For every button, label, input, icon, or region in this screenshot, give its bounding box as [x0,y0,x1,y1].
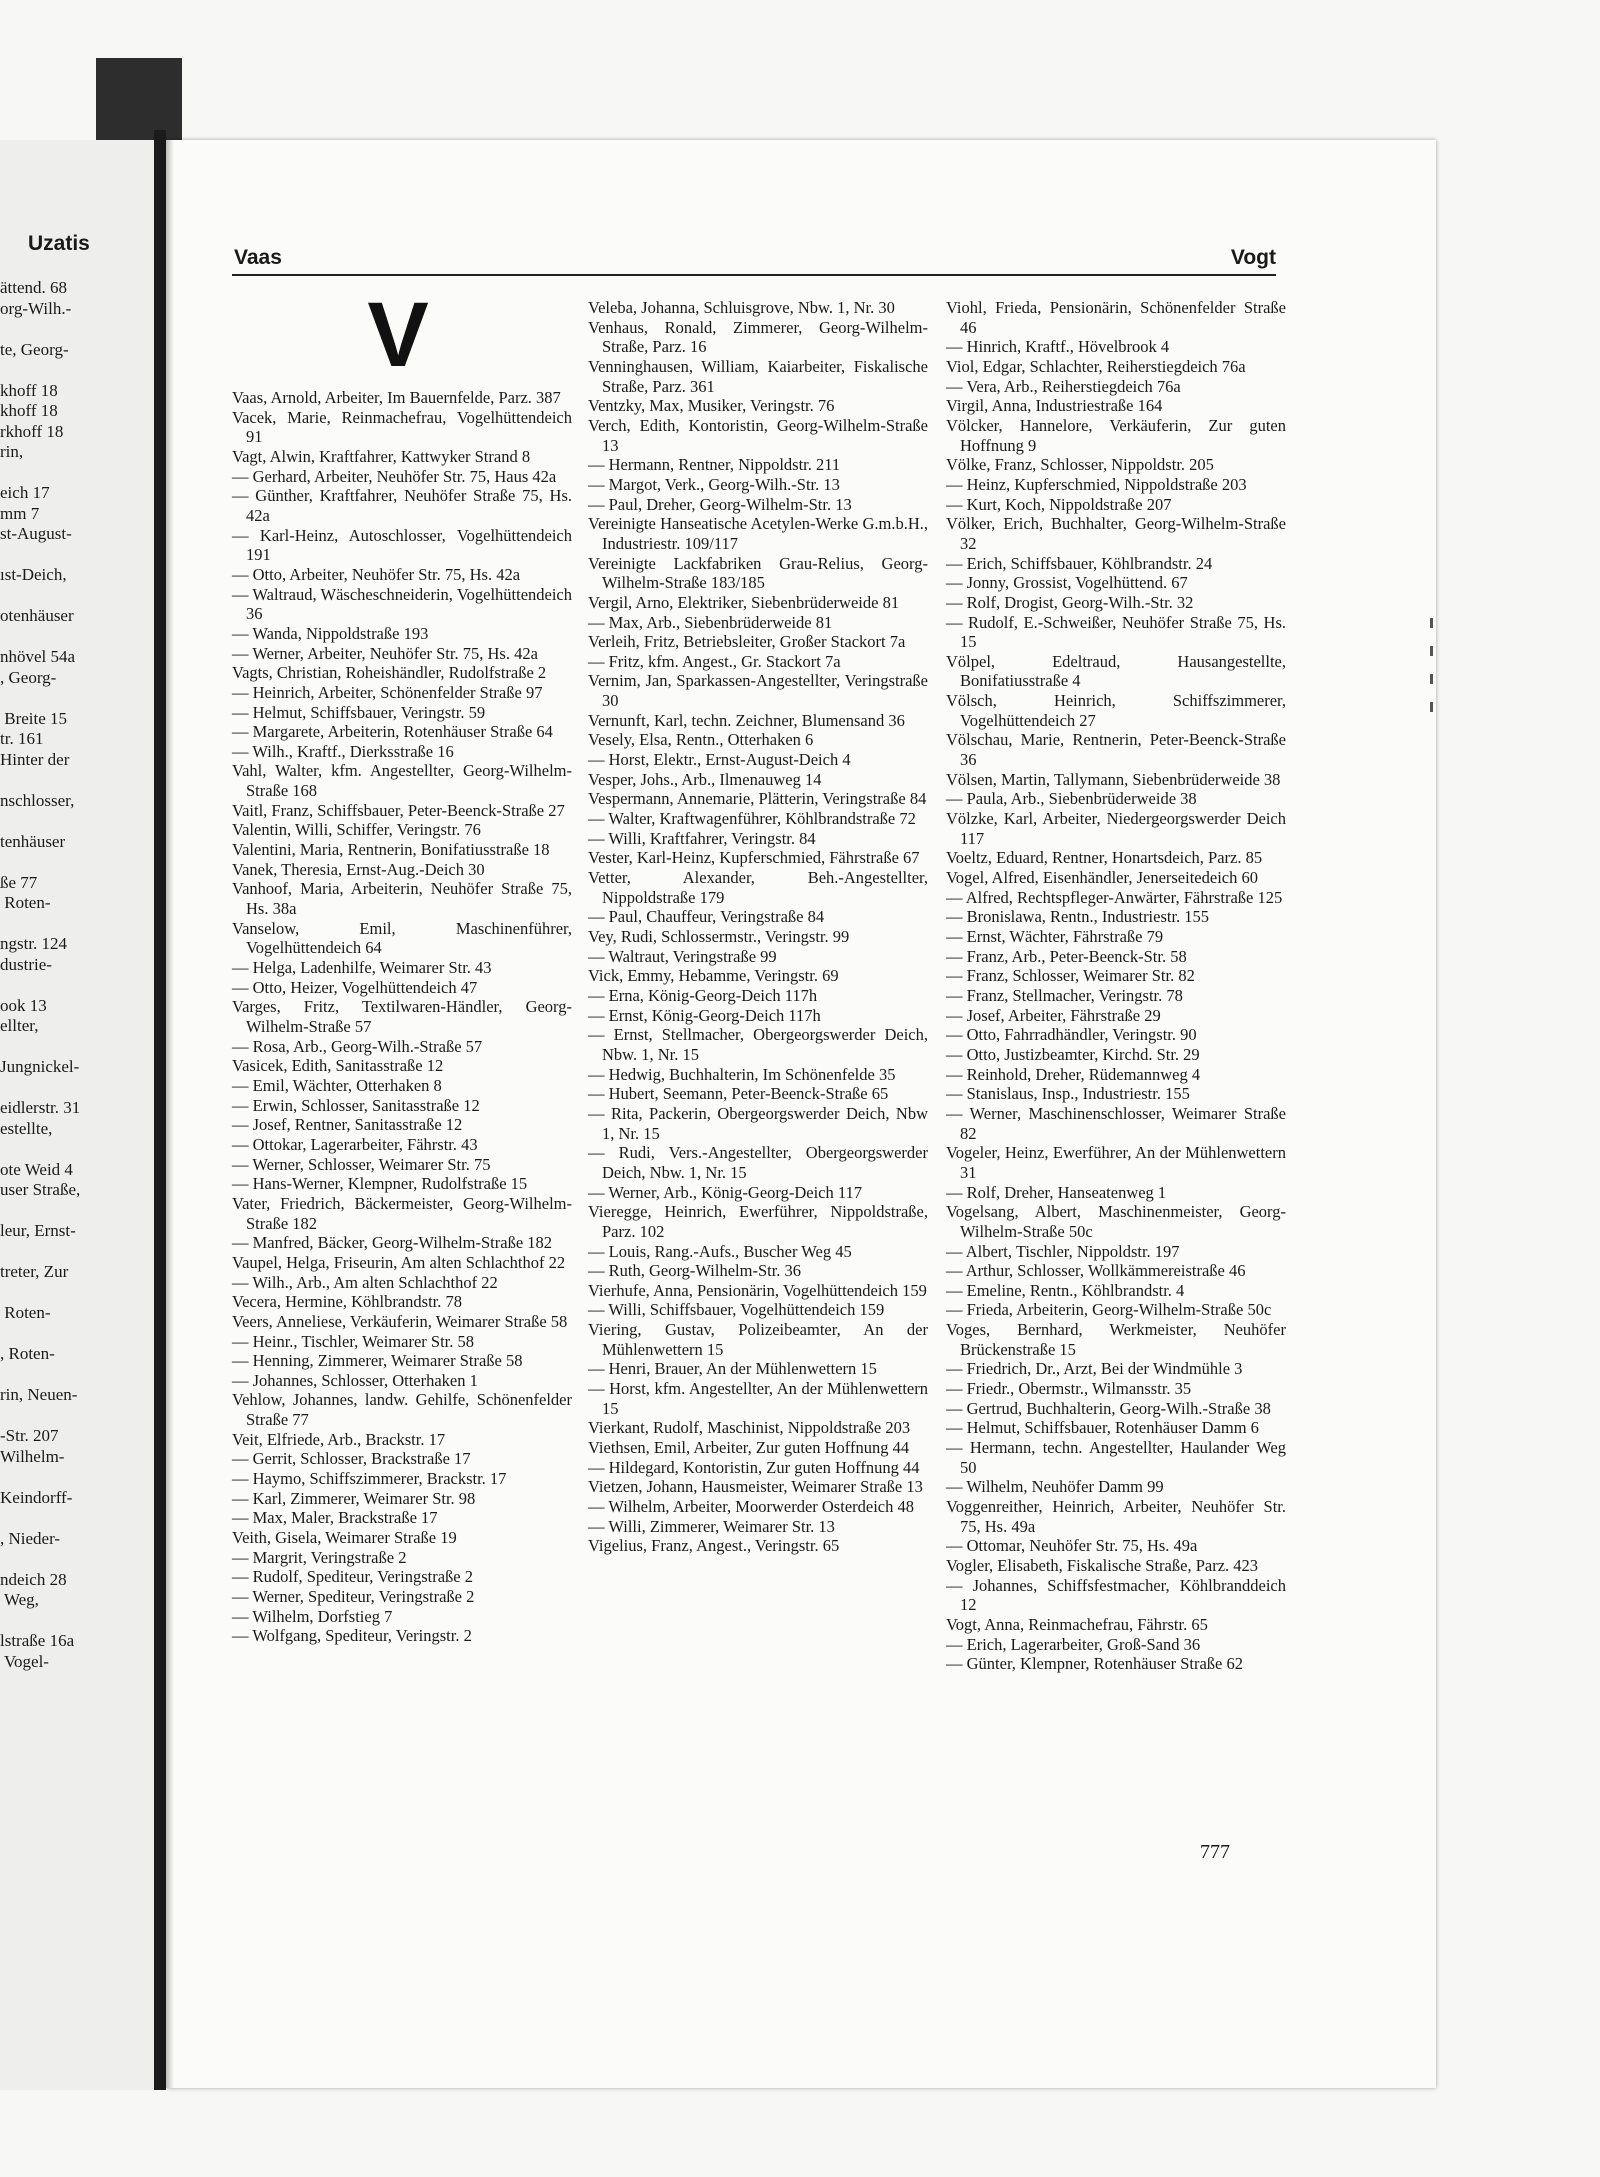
directory-entry: Vernunft, Karl, techn. Zeichner, Blumensand 36 [588,710,905,730]
facing-page-line: nschlosser, [0,790,75,810]
facing-page-line [0,1139,154,1160]
facing-page-line: rkhoff 18 [0,421,64,441]
directory-entry: — Emeline, Rentn., Köhlbrandstr. 4 [946,1280,1185,1300]
directory-entry: Vergil, Arno, Elektriker, Siebenbrüderweide 81 [588,592,900,612]
facing-page-line: mm 7 [0,503,40,523]
directory-entry: — Wolfgang, Spediteur, Veringstr. 2 [232,1626,472,1646]
directory-entry: — Margarete, Arbeiterin, Rotenhäuser Straße 64 [232,722,553,742]
directory-entry: — Louis, Rang.-Aufs., Buscher Weg 45 [588,1241,852,1261]
directory-entry: — Ottokar, Lagerarbeiter, Fährstr. 43 [232,1134,478,1154]
directory-entry: Viering, Gustav, Polizeibeamter, An der Mühlenwettern 15 [588,1320,928,1359]
directory-entry: Vagts, Christian, Roheishändler, Rudolfstraße 2 [232,663,547,683]
directory-entry: Voeltz, Eduard, Rentner, Honartsdeich, Parz. 85 [946,848,1263,868]
directory-entry: — Günther, Kraftfahrer, Neuhöfer Straße 75, Hs. 42a [232,486,572,525]
facing-page-line: Vogel- [0,1651,49,1671]
facing-page-line [0,1549,154,1570]
directory-entry: — Henning, Zimmerer, Weimarer Straße 58 [232,1351,523,1371]
directory-entry: — Wilhelm, Neuhöfer Damm 99 [946,1477,1164,1497]
directory-entry: — Heinr., Tischler, Weimarer Str. 58 [232,1331,474,1351]
directory-entry: Vacek, Marie, Reinmachefrau, Vogelhüttendeich 91 [232,407,572,447]
facing-page-line: ıst-Deich, [0,565,67,584]
directory-entry: Vaitl, Franz, Schiffsbauer, Peter-Beenck-Straße 27 [232,800,565,820]
directory-entry: — Jonny, Grossist, Vogelhüttend. 67 [946,573,1188,593]
directory-entry: — Helga, Ladenhilfe, Weimarer Str. 43 [232,958,492,978]
directory-entry: — Wilhelm, Dorfstieg 7 [232,1606,393,1626]
directory-entry: — Otto, Arbeiter, Neuhöfer Str. 75, Hs. 42a [232,564,521,584]
directory-entry: Viohl, Frieda, Pensionärin, Schönenfelder Straße 46 [946,298,1286,337]
directory-entry: Vanhoof, Maria, Arbeiterin, Neuhöfer Straße 75, Hs. 38a [232,879,572,919]
directory-entry: Vater, Friedrich, Bäckermeister, Georg-Wilhelm-Straße 182 [232,1193,572,1233]
facing-page-line [0,463,154,484]
facing-page-line: , Nieder- [0,1528,61,1548]
directory-entry: — Günter, Klempner, Rotenhäuser Straße 62 [946,1654,1243,1674]
directory-entry: — Franz, Arb., Peter-Beenck-Str. 58 [946,946,1187,966]
directory-entry: — Josef, Rentner, Sanitasstraße 12 [232,1115,463,1135]
directory-entry: — Frieda, Arbeiterin, Georg-Wilhelm-Straße 50c [946,1300,1272,1320]
facing-page-line: Roten- [0,1303,51,1322]
directory-entry: — Rudolf, E.-Schweißer, Neuhöfer Straße 75, Hs. 15 [946,612,1286,652]
directory-entry: Valentin, Willi, Schiffer, Veringstr. 76 [232,820,481,840]
directory-entry: Vieregge, Heinrich, Ewerführer, Nippoldstraße, Parz. 102 [588,1202,928,1241]
directory-entry: Vagt, Alwin, Kraftfahrer, Kattwyker Strand 8 [232,446,531,466]
directory-entry: — Wilh., Arb., Am alten Schlachthof 22 [232,1272,498,1292]
directory-entry: Venhaus, Ronald, Zimmerer, Georg-Wilhelm-Straße, Parz. 16 [588,317,928,357]
directory-entry: Ventzky, Max, Musiker, Veringstr. 76 [588,396,835,416]
facing-page-line [0,811,154,832]
directory-entry: Venninghausen, William, Kaiarbeiter, Fiskalische Straße, Parz. 361 [588,356,928,396]
directory-entry: — Henri, Brauer, An der Mühlenwettern 15 [588,1359,877,1379]
facing-page-line: tr. 161 [0,729,44,748]
directory-entry: Vogeler, Heinz, Ewerführer, An der Mühlenwettern 31 [946,1143,1286,1182]
directory-entry: — Friedrich, Dr., Arzt, Bei der Windmühle 3 [946,1359,1243,1379]
facing-page-line: ße 77 [0,872,38,892]
facing-page-text [0,278,154,1672]
directory-entry: — Horst, Elektr., Ernst-August-Deich 4 [588,750,851,770]
directory-entry: — Werner, Spediteur, Veringstraße 2 [232,1587,475,1607]
page-number: 777 [1200,1841,1230,1863]
directory-entry: — Rolf, Dreher, Hanseatenweg 1 [946,1182,1167,1202]
directory-entry: — Ernst, König-Georg-Deich 117h [588,1005,821,1025]
facing-page-line: Hinter der [0,749,70,769]
directory-entry: Viol, Edgar, Schlachter, Reiherstiegdeich 76a [946,356,1246,376]
directory-entry: Vereinigte Hanseatische Acetylen-Werke G.m.b.H., Industriestr. 109/117 [588,514,928,553]
directory-entry: — Gerrit, Schlosser, Brackstraße 17 [232,1449,471,1469]
directory-entry: Vasicek, Edith, Sanitasstraße 12 [232,1056,444,1076]
directory-entry: — Helmut, Schiffsbauer, Rotenhäuser Damm 6 [946,1418,1259,1438]
directory-entry: — Alfred, Rechtspfleger-Anwärter, Fährstraße 125 [946,887,1283,907]
directory-entry: Vester, Karl-Heinz, Kupferschmied, Fährstraße 67 [588,848,920,868]
facing-page-header: Uzatis [28,232,90,255]
directory-entry: — Werner, Arb., König-Georg-Deich 117 [588,1182,863,1202]
directory-entry: Vesper, Johs., Arb., Ilmenauweg 14 [588,769,822,789]
facing-page-line: eich 17 [0,483,50,502]
directory-entry: — Vera, Arb., Reiherstiegdeich 76a [946,376,1181,396]
facing-page-line: , Roten- [0,1344,55,1363]
facing-page [0,140,154,2090]
directory-entry: — Wanda, Nippoldstraße 193 [232,623,429,643]
entries-column-3 [946,298,1286,1674]
facing-page-line: user Straße, [0,1180,81,1199]
facing-page-line [0,770,154,791]
facing-page-line: ndeich 28 [0,1569,67,1589]
facing-page-line [0,1508,154,1529]
directory-entry: — Otto, Justizbeamter, Kirchd. Str. 29 [946,1044,1200,1064]
directory-entry: Viethsen, Emil, Arbeiter, Zur guten Hoffnung 44 [588,1438,910,1458]
facing-page-line [0,1611,154,1632]
header-rule [232,274,1276,276]
facing-page-line: , Georg- [0,667,57,687]
directory-entry: — Karl, Zimmerer, Weimarer Str. 98 [232,1488,476,1508]
facing-page-line: ättend. 68 [0,278,68,297]
facing-page-line [0,975,154,996]
facing-page-line: nhövel 54a [0,647,76,666]
facing-page-line: treter, Zur [0,1262,69,1281]
directory-entry: Vogel, Alfred, Eisenhändler, Jenerseitedeich 60 [946,868,1258,888]
directory-entry: Völker, Erich, Buchhalter, Georg-Wilhelm-Straße 32 [946,514,1286,553]
directory-entry: — Franz, Schlosser, Weimarer Str. 82 [946,966,1195,986]
directory-entry: — Waltraud, Wäscheschneiderin, Vogelhüttendeich 36 [232,584,572,624]
facing-page-line: te, Georg- [0,339,69,359]
directory-entry: — Ruth, Georg-Wilhelm-Str. 36 [588,1261,802,1281]
directory-entry: — Max, Arb., Siebenbrüderweide 81 [588,612,833,632]
directory-entry: — Arthur, Schlosser, Wollkämmereistraße 46 [946,1261,1246,1281]
facing-page-line [0,319,154,340]
facing-page-line: eidlerstr. 31 [0,1098,81,1117]
directory-entry: Veith, Gisela, Weimarer Straße 19 [232,1528,457,1548]
directory-entry: — Erich, Lagerarbeiter, Groß-Sand 36 [946,1634,1201,1654]
running-header-first: Vaas [234,246,282,269]
facing-page-line: khoff 18 [0,380,58,400]
directory-entry: Voges, Bernhard, Werkmeister, Neuhöfer Brückenstraße 15 [946,1320,1286,1359]
directory-entry: — Ernst, Stellmacher, Obergeorgswerder Deich, Nbw. 1, Nr. 15 [588,1025,928,1064]
directory-entry: — Otto, Fahrradhändler, Veringstr. 90 [946,1025,1197,1045]
directory-entry: — Emil, Wächter, Otterhaken 8 [232,1075,442,1095]
facing-page-line: ellter, [0,1016,39,1035]
directory-entry: Varges, Fritz, Textilwaren-Händler, Georg-Wilhelm-Straße 57 [232,997,572,1036]
facing-page-line: Roten- [0,893,51,912]
directory-entry: Völschau, Marie, Rentnerin, Peter-Beenck-Straße 36 [946,730,1286,770]
directory-entry: — Rudi, Vers.-Angestellter, Obergeorgswerder Deich, Nbw. 1, Nr. 15 [588,1143,928,1182]
directory-entry: — Erich, Schiffsbauer, Köhlbrandstr. 24 [946,553,1213,573]
directory-entry: — Otto, Heizer, Vogelhüttendeich 47 [232,977,478,997]
directory-entry: — Rita, Packerin, Obergeorgswerder Deich, Nbw 1, Nr. 15 [588,1103,928,1143]
facing-page-line: Weg, [0,1590,39,1609]
directory-entry: — Waltraut, Veringstraße 99 [588,946,777,966]
facing-page-line: Keindorff- [0,1487,73,1507]
directory-entry: — Horst, kfm. Angestellter, An der Mühlenwettern 15 [588,1379,928,1418]
directory-entry: — Heinrich, Arbeiter, Schönenfelder Straße 97 [232,682,543,702]
directory-entry: Völzke, Karl, Arbeiter, Niedergeorgswerder Deich 117 [946,809,1286,848]
directory-entry: — Hinrich, Kraftf., Hövelbrook 4 [946,337,1170,357]
directory-entry: Vogler, Elisabeth, Fiskalische Straße, Parz. 423 [946,1556,1259,1575]
facing-page-line [0,1037,154,1058]
facing-page-line [0,1283,154,1304]
directory-entry: Völke, Franz, Schlosser, Nippoldstr. 205 [946,455,1214,475]
page-gutter-shadow [166,140,174,2088]
directory-entry: Virgil, Anna, Industriestraße 164 [946,396,1163,416]
directory-entry: Voggenreither, Heinrich, Arbeiter, Neuhöfer Str. 75, Hs. 49a [946,1497,1286,1536]
directory-entry: — Walter, Kraftwagenführer, Köhlbrandstraße 72 [588,809,916,829]
directory-entry: — Margrit, Veringstraße 2 [232,1547,407,1567]
directory-entry: — Hermann, Rentner, Nippoldstr. 211 [588,455,841,475]
facing-page-line [0,627,154,648]
facing-page-line [0,586,154,607]
directory-entry: — Willi, Kraftfahrer, Veringstr. 84 [588,828,816,848]
directory-entry: Veit, Elfriede, Arb., Brackstr. 17 [232,1429,446,1449]
facing-page-line: ook 13 [0,995,47,1015]
facing-page-line: Wilhelm- [0,1446,65,1466]
facing-page-line [0,688,154,709]
directory-entry: — Paul, Chauffeur, Veringstraße 84 [588,907,825,927]
facing-page-line [0,1467,154,1488]
facing-page-line: st-August- [0,524,72,543]
directory-entry: Völpel, Edeltraud, Hausangestellte, Bonifatiusstraße 4 [946,651,1286,691]
directory-entry: Vietzen, Johann, Hausmeister, Weimarer Straße 13 [588,1477,923,1497]
directory-entry: Vesely, Elsa, Rentn., Otterhaken 6 [588,730,814,750]
directory-entry: — Johannes, Schiffsfestmacher, Köhlbranddeich 12 [946,1575,1286,1615]
facing-page-line: ngstr. 124 [0,934,68,953]
facing-page-line [0,1201,154,1222]
facing-page-line [0,545,154,566]
directory-entry: Vogt, Anna, Reinmachefrau, Fährstr. 65 [946,1614,1208,1634]
entries-column-1 [232,388,572,1646]
running-header-last: Vogt [1230,246,1276,269]
directory-entry: — Margot, Verk., Georg-Wilh.-Str. 13 [588,474,840,494]
facing-page-line [0,1365,154,1386]
directory-entry: — Rudolf, Spediteur, Veringstraße 2 [232,1567,473,1587]
facing-page-line [0,360,154,381]
directory-entry: — Haymo, Schiffszimmerer, Brackstr. 17 [232,1469,507,1489]
directory-entry: Vehlow, Johannes, landw. Gehilfe, Schönenfelder Straße 77 [232,1390,572,1430]
directory-entry: — Fritz, kfm. Angest., Gr. Stackort 7a [588,651,841,671]
directory-entry: — Stanislaus, Insp., Industriestr. 155 [946,1084,1190,1104]
facing-page-line: Jungnickel- [0,1057,80,1076]
directory-entry: Vierkant, Rudolf, Maschinist, Nippoldstraße 203 [588,1418,911,1438]
facing-page-line [0,852,154,873]
directory-entry: — Paul, Dreher, Georg-Wilhelm-Str. 13 [588,494,852,514]
facing-page-line: tenhäuser [0,831,66,851]
directory-entry: Vey, Rudi, Schlossermstr., Veringstr. 99 [588,927,850,946]
directory-entry: — Franz, Stellmacher, Veringstr. 78 [946,985,1183,1005]
facing-page-line: rin, [0,442,24,461]
directory-entry: Vecera, Hermine, Köhlbrandstr. 78 [232,1292,463,1312]
directory-entry: Vanek, Theresia, Ernst-Aug.-Deich 30 [232,859,485,879]
directory-entry: Vanselow, Emil, Maschinenführer, Vogelhüttendeich 64 [232,918,572,958]
directory-entry: Vernim, Jan, Sparkassen-Angestellter, Veringstraße 30 [588,671,928,711]
directory-entry: Verch, Edith, Kontoristin, Georg-Wilhelm-Straße 13 [588,415,928,455]
directory-entry: Valentini, Maria, Rentnerin, Bonifatiusstraße 18 [232,840,550,860]
facing-page-line: ote Weid 4 [0,1159,73,1179]
facing-page-line [0,1406,154,1427]
section-letter: V [367,284,429,386]
page-edge-marks [1426,600,1436,800]
directory-entry: — Hedwig, Buchhalterin, Im Schönenfelde 35 [588,1064,896,1084]
directory-entry: — Max, Maler, Brackstraße 17 [232,1508,438,1528]
facing-page-line: khoff 18 [0,401,58,420]
directory-entry: Vereinigte Lackfabriken Grau-Relius, Georg-Wilhelm-Straße 183/185 [588,553,928,593]
facing-page-line [0,1324,154,1345]
directory-entry: — Hubert, Seemann, Peter-Beenck-Straße 65 [588,1084,889,1104]
directory-entry: — Bronislawa, Rentn., Industriestr. 155 [946,907,1210,927]
directory-entry: — Helmut, Schiffsbauer, Veringstr. 59 [232,702,486,722]
directory-entry: — Willi, Zimmerer, Weimarer Str. 13 [588,1516,835,1536]
directory-entry: — Werner, Arbeiter, Neuhöfer Str. 75, Hs. 42a [232,643,538,663]
directory-entry: Vogelsang, Albert, Maschinenmeister, Georg-Wilhelm-Straße 50c [946,1202,1286,1241]
directory-entry: — Rolf, Drogist, Georg-Wilh.-Str. 32 [946,592,1194,612]
directory-entry: Völsch, Heinrich, Schiffszimmerer, Vogelhüttendeich 27 [946,691,1286,730]
facing-page-line: lstraße 16a [0,1631,75,1650]
directory-entry: — Ottomar, Neuhöfer Str. 75, Hs. 49a [946,1536,1198,1556]
facing-page-line: org-Wilh.- [0,298,72,318]
directory-entry: — Erna, König-Georg-Deich 117h [588,985,818,1005]
directory-entry: Vaas, Arnold, Arbeiter, Im Bauernfelde, Parz. 387 [232,388,561,407]
directory-entry: — Paula, Arb., Siebenbrüderweide 38 [946,789,1197,809]
directory-entry: — Heinz, Kupferschmied, Nippoldstraße 203 [946,474,1247,494]
directory-entry: — Erwin, Schlosser, Sanitasstraße 12 [232,1095,480,1115]
directory-entry: — Hermann, techn. Angestellter, Haulander Weg 50 [946,1438,1286,1477]
directory-entry: — Wilh., Kraftf., Dierksstraße 16 [232,741,454,761]
directory-entry: — Wilhelm, Arbeiter, Moorwerder Osterdeich 48 [588,1497,914,1517]
facing-page-line: rin, Neuen- [0,1385,78,1404]
directory-entry: Völsen, Martin, Tallymann, Siebenbrüderweide 38 [946,769,1281,789]
directory-entry: — Josef, Arbeiter, Fährstraße 29 [946,1005,1161,1025]
directory-entry: Vahl, Walter, kfm. Angestellter, Georg-Wilhelm-Straße 168 [232,761,572,801]
entries-column-2 [588,298,928,1556]
directory-entry: Veers, Anneliese, Verkäuferin, Weimarer Straße 58 [232,1311,568,1331]
directory-entry: Vetter, Alexander, Beh.-Angestellter, Nippoldstraße 179 [588,868,928,907]
directory-entry: — Karl-Heinz, Autoschlosser, Vogelhüttendeich 191 [232,525,572,565]
facing-page-line: estellte, [0,1118,53,1138]
directory-entry: Vierhufe, Anna, Pensionärin, Vogelhüttendeich 159 [588,1280,927,1300]
facing-page-line: leur, Ernst- [0,1221,76,1240]
facing-page-line [0,1078,154,1099]
directory-entry: Veleba, Johanna, Schluisgrove, Nbw. 1, Nr. 30 [588,298,895,317]
directory-entry: Vick, Emmy, Hebamme, Veringstr. 69 [588,966,839,986]
directory-entry: — Rosa, Arb., Georg-Wilh.-Straße 57 [232,1036,483,1056]
directory-entry: — Hildegard, Kontoristin, Zur guten Hoffnung 44 [588,1457,920,1477]
directory-entry: — Ernst, Wächter, Fährstraße 79 [946,927,1164,946]
facing-page-line: otenhäuser [0,606,74,625]
facing-page-line [0,914,154,935]
directory-entry: Vaupel, Helga, Friseurin, Am alten Schlachthof 22 [232,1252,566,1272]
facing-page-line: Breite 15 [0,708,68,728]
directory-entry: Vespermann, Annemarie, Plätterin, Veringstraße 84 [588,789,927,809]
directory-entry: — Kurt, Koch, Nippoldstraße 207 [946,494,1172,514]
directory-entry: — Gertrud, Buchhalterin, Georg-Wilh.-Straße 38 [946,1398,1271,1418]
directory-entry: Völcker, Hannelore, Verkäuferin, Zur guten Hoffnung 9 [946,415,1286,455]
directory-entry: — Manfred, Bäcker, Georg-Wilhelm-Straße 182 [232,1233,553,1253]
directory-entry: — Werner, Schlosser, Weimarer Str. 75 [232,1154,491,1174]
directory-entry: Vigelius, Franz, Angest., Veringstr. 65 [588,1536,840,1556]
directory-entry: — Friedr., Obermstr., Wilmansstr. 35 [946,1379,1192,1399]
book-spine [154,130,166,2090]
directory-entry: — Gerhard, Arbeiter, Neuhöfer Str. 75, Haus 42a [232,466,557,486]
directory-entry: — Willi, Schiffsbauer, Vogelhüttendeich 159 [588,1300,885,1320]
facing-page-line [0,1242,154,1263]
directory-entry: — Werner, Maschinenschlosser, Weimarer Straße 82 [946,1103,1286,1143]
directory-entry: — Albert, Tischler, Nippoldstr. 197 [946,1241,1180,1261]
directory-entry: — Reinhold, Dreher, Rüdemannweg 4 [946,1064,1201,1084]
directory-entry: Verleih, Fritz, Betriebsleiter, Großer Stackort 7a [588,632,906,652]
directory-entry: — Johannes, Schlosser, Otterhaken 1 [232,1370,478,1390]
directory-entry: — Hans-Werner, Klempner, Rudolfstraße 15 [232,1174,528,1194]
directory-page [166,140,1436,2088]
facing-page-line: dustrie- [0,954,52,974]
facing-page-line: -Str. 207 [0,1426,59,1445]
